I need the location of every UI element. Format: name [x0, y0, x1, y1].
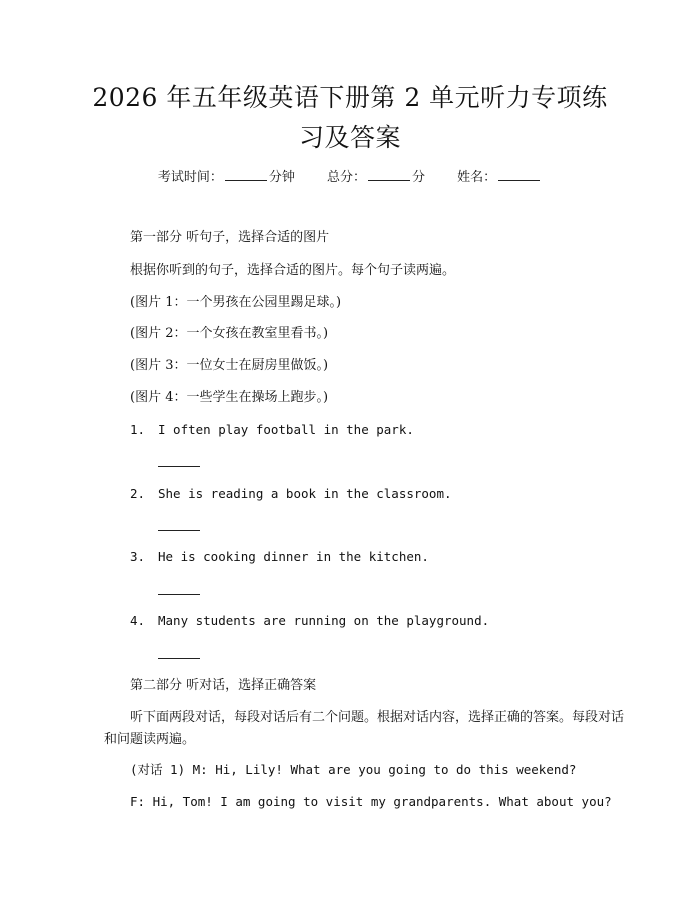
picture-description-1: (图片 1：一个男孩在公园里踢足球。)	[130, 295, 342, 310]
question-2	[130, 484, 452, 504]
part2-instruction: 听下面两段对话，每段对话后有二个问题。根据对话内容，选择正确的答案。每段对话和问题读两遍。	[104, 710, 625, 747]
picture-description-3: (图片 3：一位女士在厨房里做饭。)	[130, 358, 329, 373]
question-1-answer-blank	[158, 466, 200, 467]
dialogue-1-line-1: (对话 1) M: Hi, Lily! What are you going to do this weekend?	[130, 762, 577, 777]
question-4-answer-blank	[158, 658, 200, 659]
question-3-number: 3.	[130, 549, 146, 564]
total-score-blank	[368, 168, 410, 181]
exam-info-row	[0, 168, 700, 188]
exam-time-label: 考试时间：	[157, 170, 223, 185]
question-3	[130, 547, 429, 567]
total-score-unit: 分	[412, 170, 426, 185]
exam-time-field	[158, 168, 295, 188]
exam-time-unit: 分钟	[268, 170, 295, 185]
question-1-number: 1.	[130, 422, 146, 437]
question-1	[130, 420, 414, 440]
question-2-number: 2.	[130, 486, 146, 501]
question-4-number: 4.	[130, 613, 146, 628]
part1-instruction: 根据你听到的句子，选择合适的图片。每个句子读两遍。	[130, 263, 456, 278]
picture-description-2: (图片 2：一个女孩在教室里看书。)	[130, 326, 329, 341]
question-4	[130, 611, 489, 631]
document-title-line-2: 习及答案	[298, 123, 401, 152]
part2-heading: 第二部分 听对话，选择正确答案	[130, 678, 317, 693]
total-score-field	[327, 168, 425, 188]
question-1-text: I often play football in the park.	[158, 422, 414, 437]
total-score-label: 总分：	[326, 170, 366, 185]
dialogue-1-line-2: F: Hi, Tom! I am going to visit my grandparents. What about you?	[130, 794, 612, 809]
document-title-line-1: 2026 年五年级英语下册第 2 单元听力专项练	[92, 83, 608, 112]
question-3-text: He is cooking dinner in the kitchen.	[158, 549, 429, 564]
part1-heading: 第一部分 听句子，选择合适的图片	[130, 230, 330, 245]
student-name-label: 姓名：	[457, 170, 497, 185]
question-2-answer-blank	[158, 530, 200, 531]
student-name-field	[457, 168, 542, 188]
question-4-text: Many students are running on the playground.	[158, 613, 490, 628]
question-3-answer-blank	[158, 594, 200, 595]
exam-time-blank	[225, 168, 267, 181]
student-name-blank	[498, 168, 540, 181]
picture-description-4: (图片 4：一些学生在操场上跑步。)	[130, 390, 329, 405]
question-2-text: She is reading a book in the classroom.	[158, 486, 452, 501]
